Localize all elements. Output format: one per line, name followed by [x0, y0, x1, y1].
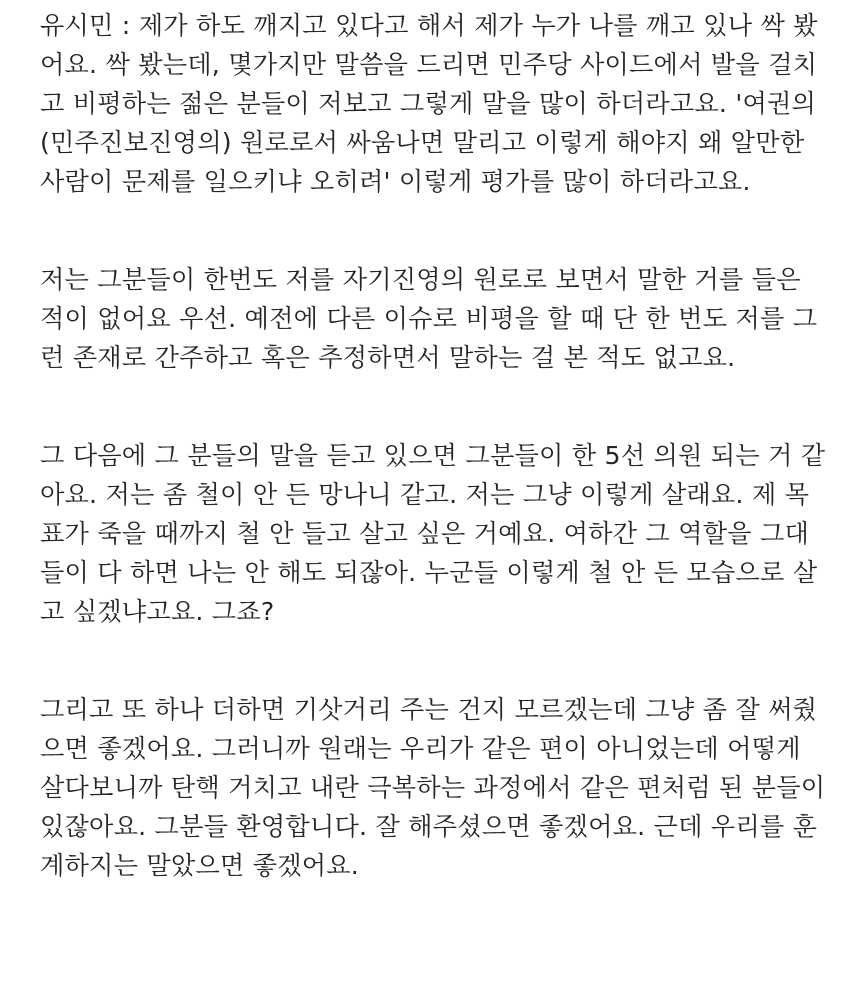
text-line: 들이 다 하면 나는 안 해도 되잖아. 누군들 이렇게 철 안 든 모습으로 살 — [40, 558, 818, 587]
text-line: 고 비평하는 젊은 분들이 저보고 그렇게 말을 많이 하더라고요. '여권의 — [40, 89, 817, 118]
text-line: 그리고 또 하나 더하면 기삿거리 주는 건지 모르겠는데 그냥 좀 잘 써줬 — [40, 695, 818, 724]
paragraph-4 — [40, 690, 830, 885]
text-line: 런 존재로 간주하고 혹은 추정하면서 말하는 걸 본 적도 없고요. — [40, 343, 736, 372]
text-line: 아요. 저는 좀 철이 안 든 망나니 같고. 저는 그냥 이렇게 살래요. 제 목 — [40, 480, 810, 509]
text-line: 있잖아요. 그분들 환영합니다. 잘 해주셨으면 좋겠어요. 근데 우리를 훈 — [40, 812, 818, 841]
paragraph-1 — [40, 6, 830, 201]
text-line: 고 싶겠냐고요. 그죠? — [40, 597, 275, 626]
text-line: 으면 좋겠어요. 그러니까 원래는 우리가 같은 편이 아니었는데 어떻게 — [40, 734, 801, 763]
paragraph-2 — [40, 260, 830, 377]
text-line: 표가 죽을 때까지 철 안 들고 살고 싶은 거예요. 여하간 그 역할을 그대 — [40, 519, 810, 548]
text-line: (민주진보진영의) 원로로서 싸움나면 말리고 이렇게 해야지 왜 알만한 — [40, 128, 805, 157]
text-line: 살다보니까 탄핵 거치고 내란 극복하는 과정에서 같은 편처럼 된 분들이 — [40, 773, 826, 802]
text-line: 유시민 : 제가 하도 깨지고 있다고 해서 제가 누가 나를 깨고 있나 싹 봤 — [40, 11, 818, 40]
paragraph-3 — [40, 436, 830, 631]
text-line: 저는 그분들이 한번도 저를 자기진영의 원로로 보면서 말한 거를 들은 — [40, 265, 801, 294]
text-line: 그 다음에 그 분들의 말을 듣고 있으면 그분들이 한 5선 의원 되는 거 같 — [40, 441, 826, 470]
text-line: 어요. 싹 봤는데, 몇가지만 말씀을 드리면 민주당 사이드에서 발을 걸치 — [40, 50, 818, 79]
text-line: 사람이 문제를 일으키냐 오히려' 이렇게 평가를 많이 하더라고요. — [40, 167, 751, 196]
text-line: 계하지는 말았으면 좋겠어요. — [40, 851, 359, 880]
text-line: 적이 없어요 우선. 예전에 다른 이슈로 비평을 할 때 단 한 번도 저를 그 — [40, 304, 818, 333]
article-body — [40, 6, 830, 944]
